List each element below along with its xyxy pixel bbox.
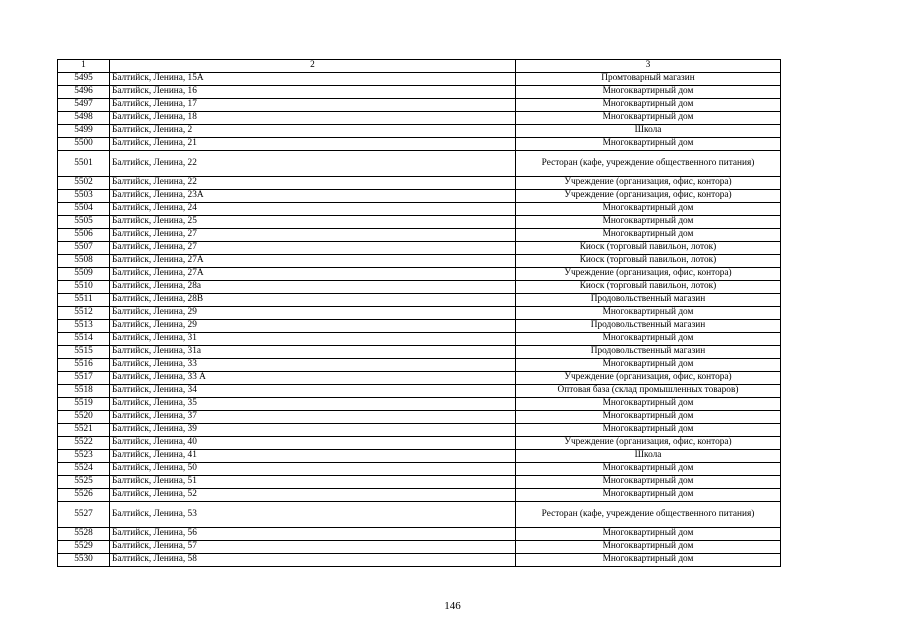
row-number: 5512 — [58, 307, 110, 320]
row-address: Балтийск, Ленина, 31а — [110, 346, 516, 359]
row-address: Балтийск, Ленина, 16 — [110, 86, 516, 99]
row-number: 5506 — [58, 229, 110, 242]
table-row — [58, 541, 781, 554]
table-row — [58, 73, 781, 86]
row-address: Балтийск, Ленина, 58 — [110, 554, 516, 567]
row-address: Балтийск, Ленина, 28В — [110, 294, 516, 307]
row-number: 5527 — [58, 502, 110, 528]
row-number: 5500 — [58, 138, 110, 151]
registry-table — [57, 59, 781, 567]
row-number: 5503 — [58, 190, 110, 203]
table-row — [58, 424, 781, 437]
table-row — [58, 502, 781, 528]
table-row — [58, 216, 781, 229]
row-address: Балтийск, Ленина, 21 — [110, 138, 516, 151]
table-row — [58, 333, 781, 346]
table-row — [58, 138, 781, 151]
row-object-type: Школа — [516, 125, 781, 138]
row-number: 5517 — [58, 372, 110, 385]
row-address: Балтийск, Ленина, 27А — [110, 268, 516, 281]
row-object-type: Оптовая база (склад промышленных товаров) — [516, 385, 781, 398]
row-object-type: Школа — [516, 450, 781, 463]
row-number: 5522 — [58, 437, 110, 450]
row-object-type: Продовольственный магазин — [516, 294, 781, 307]
table-row — [58, 281, 781, 294]
table-row — [58, 476, 781, 489]
table-row — [58, 359, 781, 372]
table-row — [58, 86, 781, 99]
row-number: 5495 — [58, 73, 110, 86]
row-address: Балтийск, Ленина, 22 — [110, 151, 516, 177]
table-row — [58, 190, 781, 203]
row-number: 5523 — [58, 450, 110, 463]
row-address: Балтийск, Ленина, 27 — [110, 242, 516, 255]
row-address: Балтийск, Ленина, 15А — [110, 73, 516, 86]
table-row — [58, 177, 781, 190]
row-object-type: Учреждение (организация, офис, контора) — [516, 437, 781, 450]
column-header-1: 1 — [58, 60, 110, 73]
row-address: Балтийск, Ленина, 57 — [110, 541, 516, 554]
table-row — [58, 203, 781, 216]
table-row — [58, 411, 781, 424]
row-object-type: Многоквартирный дом — [516, 489, 781, 502]
row-address: Балтийск, Ленина, 51 — [110, 476, 516, 489]
row-number: 5530 — [58, 554, 110, 567]
row-address: Балтийск, Ленина, 56 — [110, 528, 516, 541]
row-object-type: Многоквартирный дом — [516, 541, 781, 554]
row-object-type: Учреждение (организация, офис, контора) — [516, 190, 781, 203]
table-row — [58, 112, 781, 125]
row-address: Балтийск, Ленина, 17 — [110, 99, 516, 112]
row-address: Балтийск, Ленина, 27 — [110, 229, 516, 242]
row-number: 5499 — [58, 125, 110, 138]
table-row — [58, 450, 781, 463]
row-object-type: Многоквартирный дом — [516, 476, 781, 489]
row-address: Балтийск, Ленина, 33 — [110, 359, 516, 372]
row-object-type: Многоквартирный дом — [516, 138, 781, 151]
row-object-type: Многоквартирный дом — [516, 359, 781, 372]
row-object-type: Учреждение (организация, офис, контора) — [516, 268, 781, 281]
row-address: Балтийск, Ленина, 29 — [110, 320, 516, 333]
row-number: 5518 — [58, 385, 110, 398]
row-object-type: Многоквартирный дом — [516, 554, 781, 567]
table-row — [58, 554, 781, 567]
column-header-3: 3 — [516, 60, 781, 73]
row-address: Балтийск, Ленина, 24 — [110, 203, 516, 216]
table-row — [58, 268, 781, 281]
table-row — [58, 307, 781, 320]
table-row — [58, 385, 781, 398]
row-address: Балтийск, Ленина, 22 — [110, 177, 516, 190]
row-address: Балтийск, Ленина, 25 — [110, 216, 516, 229]
page-number: 146 — [444, 600, 461, 612]
row-number: 5526 — [58, 489, 110, 502]
row-object-type: Ресторан (кафе, учреждение общественного питания) — [516, 502, 781, 528]
table-row — [58, 437, 781, 450]
row-address: Балтийск, Ленина, 35 — [110, 398, 516, 411]
row-object-type: Многоквартирный дом — [516, 99, 781, 112]
row-number: 5502 — [58, 177, 110, 190]
row-address: Балтийск, Ленина, 18 — [110, 112, 516, 125]
table-row — [58, 229, 781, 242]
table-row — [58, 151, 781, 177]
row-object-type: Киоск (торговый павильон, лоток) — [516, 242, 781, 255]
table-row — [58, 346, 781, 359]
row-address: Балтийск, Ленина, 40 — [110, 437, 516, 450]
row-object-type: Многоквартирный дом — [516, 424, 781, 437]
row-number: 5505 — [58, 216, 110, 229]
row-number: 5510 — [58, 281, 110, 294]
row-object-type: Многоквартирный дом — [516, 528, 781, 541]
row-object-type: Многоквартирный дом — [516, 216, 781, 229]
row-number: 5514 — [58, 333, 110, 346]
column-header-2: 2 — [110, 60, 516, 73]
row-object-type: Многоквартирный дом — [516, 411, 781, 424]
table-row — [58, 372, 781, 385]
row-object-type: Киоск (торговый павильон, лоток) — [516, 255, 781, 268]
table-body — [58, 60, 781, 567]
row-object-type: Ресторан (кафе, учреждение общественного питания) — [516, 151, 781, 177]
row-number: 5496 — [58, 86, 110, 99]
row-object-type: Многоквартирный дом — [516, 229, 781, 242]
row-address: Балтийск, Ленина, 50 — [110, 463, 516, 476]
row-address: Балтийск, Ленина, 2 — [110, 125, 516, 138]
row-number: 5516 — [58, 359, 110, 372]
row-number: 5515 — [58, 346, 110, 359]
row-object-type: Многоквартирный дом — [516, 333, 781, 346]
row-address: Балтийск, Ленина, 33 А — [110, 372, 516, 385]
table-row — [58, 294, 781, 307]
row-number: 5513 — [58, 320, 110, 333]
row-object-type: Киоск (торговый павильон, лоток) — [516, 281, 781, 294]
row-address: Балтийск, Ленина, 53 — [110, 502, 516, 528]
row-object-type: Продовольственный магазин — [516, 320, 781, 333]
table-row — [58, 320, 781, 333]
row-number: 5509 — [58, 268, 110, 281]
row-number: 5520 — [58, 411, 110, 424]
row-address: Балтийск, Ленина, 23А — [110, 190, 516, 203]
row-number: 5521 — [58, 424, 110, 437]
row-number: 5508 — [58, 255, 110, 268]
row-address: Балтийск, Ленина, 41 — [110, 450, 516, 463]
row-object-type: Многоквартирный дом — [516, 463, 781, 476]
table-row — [58, 489, 781, 502]
row-number: 5519 — [58, 398, 110, 411]
row-number: 5497 — [58, 99, 110, 112]
row-object-type: Многоквартирный дом — [516, 203, 781, 216]
row-number: 5504 — [58, 203, 110, 216]
row-number: 5524 — [58, 463, 110, 476]
row-number: 5511 — [58, 294, 110, 307]
row-number: 5507 — [58, 242, 110, 255]
table-row — [58, 398, 781, 411]
table-header-row — [58, 60, 781, 73]
table-row — [58, 125, 781, 138]
table-row — [58, 242, 781, 255]
row-object-type: Многоквартирный дом — [516, 398, 781, 411]
row-address: Балтийск, Ленина, 28а — [110, 281, 516, 294]
row-address: Балтийск, Ленина, 39 — [110, 424, 516, 437]
row-object-type: Многоквартирный дом — [516, 86, 781, 99]
row-object-type: Промтоварный магазин — [516, 73, 781, 86]
row-object-type: Многоквартирный дом — [516, 307, 781, 320]
row-address: Балтийск, Ленина, 29 — [110, 307, 516, 320]
table-row — [58, 99, 781, 112]
row-number: 5528 — [58, 528, 110, 541]
row-number: 5525 — [58, 476, 110, 489]
row-address: Балтийск, Ленина, 27А — [110, 255, 516, 268]
row-object-type: Многоквартирный дом — [516, 112, 781, 125]
table-row — [58, 528, 781, 541]
row-number: 5498 — [58, 112, 110, 125]
row-object-type: Продовольственный магазин — [516, 346, 781, 359]
row-object-type: Учреждение (организация, офис, контора) — [516, 372, 781, 385]
row-object-type: Учреждение (организация, офис, контора) — [516, 177, 781, 190]
table-row — [58, 255, 781, 268]
row-address: Балтийск, Ленина, 52 — [110, 489, 516, 502]
row-address: Балтийск, Ленина, 34 — [110, 385, 516, 398]
row-address: Балтийск, Ленина, 37 — [110, 411, 516, 424]
row-number: 5501 — [58, 151, 110, 177]
table-row — [58, 463, 781, 476]
row-address: Балтийск, Ленина, 31 — [110, 333, 516, 346]
row-number: 5529 — [58, 541, 110, 554]
